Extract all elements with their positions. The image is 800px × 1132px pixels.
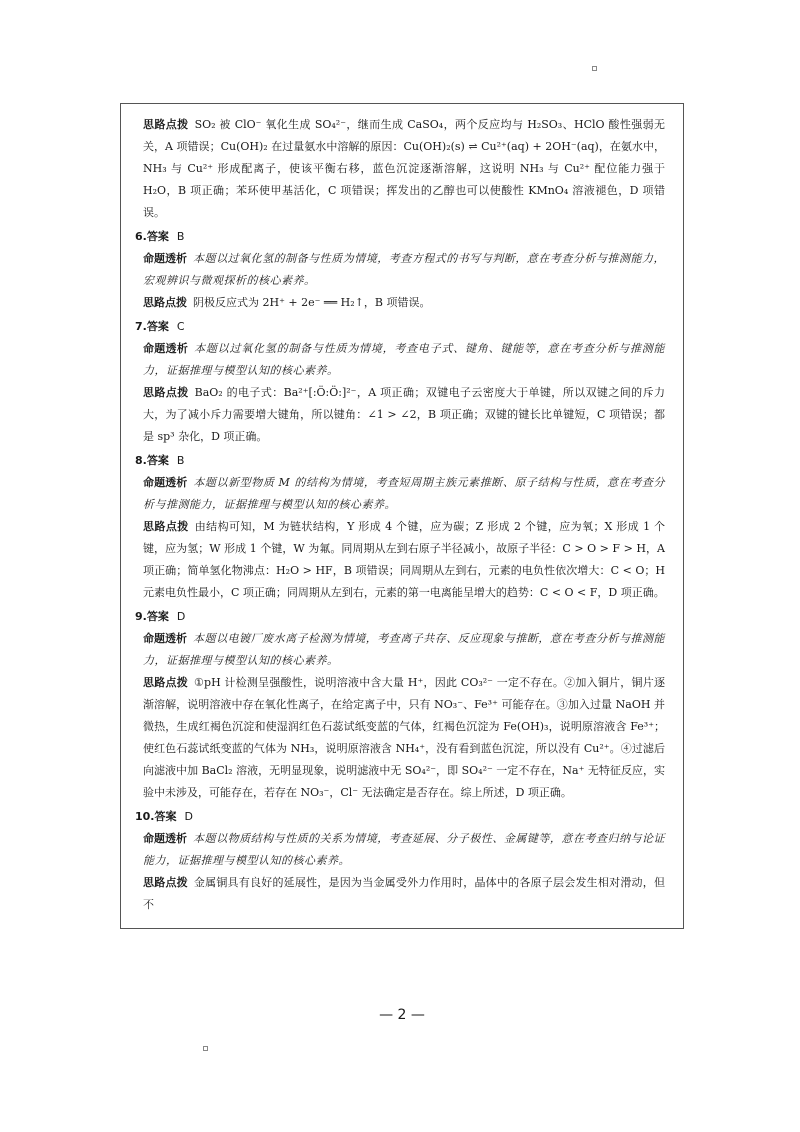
answer-heading [135, 450, 665, 472]
intent-paragraph [143, 338, 665, 382]
tip-text: 阴极反应式为 2H⁺ + 2e⁻ ══ H₂↑，B 项错误。 [193, 296, 431, 309]
answer-value: D [176, 610, 186, 623]
question-number: 7. [135, 320, 147, 333]
page-number: — 2 — [379, 1007, 425, 1023]
answer-value: B [176, 230, 185, 243]
intent-paragraph [143, 472, 665, 516]
intent-paragraph [143, 248, 665, 292]
tip-label: 思路点拨 [143, 118, 189, 131]
tip-label: 思路点拨 [143, 296, 187, 309]
intent-label: 命题透析 [143, 632, 188, 645]
corner-mark [592, 66, 597, 71]
tip-text: BaO₂ 的电子式：Ba²⁺[:Ö:Ö:]²⁻，A 项正确；双键电子云密度大于单键，所以双键之间的斥力大，为了减小斥力需要增大键角，所以键角：∠1 > ∠2，B 项正确；双键的键长比单键短，C 项错误；都是 sp³ 杂化，D 项正确。 [143, 386, 665, 443]
tip-label: 思路点拨 [143, 676, 188, 689]
intent-label: 命题透析 [143, 252, 188, 265]
tip-label: 思路点拨 [143, 386, 189, 399]
answer-label: 答案 [146, 454, 169, 467]
answer-heading [135, 316, 665, 338]
intent-text: 本题以过氧化氢的制备与性质为情境，考查电子式、键角、键能等，意在考查分析与推测能力，证据推理与模型认知的核心素养。 [143, 342, 666, 377]
q5-tip [143, 114, 665, 224]
intent-text: 本题以电镀厂废水离子检测为情境，考查离子共存、反应现象与推断，意在考查分析与推测能力，证据推理与模型认知的核心素养。 [143, 632, 665, 667]
tip-text: 金属铜具有良好的延展性，是因为当金属受外力作用时，晶体中的各原子层会发生相对滑动，但不 [143, 876, 665, 911]
answer-label: 答案 [146, 610, 169, 623]
intent-label: 命题透析 [143, 832, 188, 845]
tip-paragraph [143, 516, 665, 604]
question-number: 8. [135, 454, 147, 467]
tip-paragraph [143, 292, 665, 314]
question-number: 10. [135, 810, 155, 823]
answer-heading [135, 606, 665, 628]
question-9 [135, 606, 665, 804]
tip-paragraph [143, 382, 665, 448]
tip-label: 思路点拨 [143, 520, 189, 533]
tip-paragraph [143, 872, 665, 916]
answer-value: D [184, 810, 193, 823]
intent-text: 本题以过氧化氢的制备与性质为情境，考查方程式的书写与判断，意在考查分析与推测能力，宏观辨识与微观探析的核心素养。 [143, 252, 665, 287]
intent-text: 本题以物质结构与性质的关系为情境，考查延展、分子极性、金属键等，意在考查归纳与论证能力，证据推理与模型认知的核心素养。 [143, 832, 665, 867]
tip-text: 由结构可知，M 为链状结构，Y 形成 4 个键，应为碳；Z 形成 2 个键，应为氧；X 形成 1 个键，应为氢；W 形成 1 个键，W 为氟。同周期从左到右原子半径减小，故原子半径：C > O > F > H，A 项正确；简单氢化物沸点：H₂O > HF，B 项错误；同周期从左到右，元素的电负性依次增大：C < O；H 元素电负性最小，C 项正确；同周期从左到右，元素的第一电离能呈增大的趋势：C < O < F，D 项正确。 [143, 520, 665, 599]
corner-mark [203, 1046, 208, 1051]
answer-label: 答案 [146, 230, 169, 243]
question-6 [135, 226, 665, 314]
question-8 [135, 450, 665, 604]
question-number: 9. [135, 610, 147, 623]
answer-label: 答案 [154, 810, 177, 823]
question-number: 6. [135, 230, 147, 243]
answer-sheet-page [120, 103, 684, 1023]
intent-text: 本题以新型物质 M 的结构为情境，考查短周期主族元素推断、原子结构与性质，意在考查分析与推测能力，证据推理与模型认知的核心素养。 [143, 476, 665, 511]
question-7 [135, 316, 666, 448]
intent-label: 命题透析 [143, 476, 188, 489]
intent-paragraph [143, 628, 665, 672]
answer-label: 答案 [146, 320, 169, 333]
answer-value: C [176, 320, 185, 333]
tip-text: SO₂ 被 ClO⁻ 氧化生成 SO₄²⁻，继而生成 CaSO₄，两个反应均与 H₂SO₃、HClO 酸性强弱无关，A 项错误；Cu(OH)₂ 在过量氨水中溶解的原因：Cu(OH)₂(s) ⇌ Cu²⁺(aq) + 2OH⁻(aq)，在氨水中，NH₃ 与 Cu²⁺ 形成配离子，使该平衡右移，蓝色沉淀逐渐溶解，这说明 NH₃ 与 Cu²⁺ 配位能力强于 H₂O，B 项正确；苯环使甲基活化，C 项错误；挥发出的乙醇也可以使酸性 KMnO₄ 溶液褪色，D 项错误。 [143, 118, 666, 219]
answer-heading [135, 226, 665, 248]
question-10 [135, 806, 665, 916]
tip-label: 思路点拨 [143, 876, 188, 889]
intent-paragraph [143, 828, 665, 872]
tip-text: ①pH 计检测呈强酸性，说明溶液中含大量 H⁺，因此 CO₃²⁻ 一定不存在。②加入铜片，铜片逐渐溶解，说明溶液中存在氧化性离子，在给定离子中，只有 NO₃⁻、Fe³⁺ 可能存在。③加入过量 NaOH 并微热，生成红褐色沉淀和使湿润红色石蕊试纸变蓝的气体，红褐色沉淀为 Fe(OH)₃，说明原溶液含 Fe³⁺；使红色石蕊试纸变蓝的气体为 NH₃，说明原溶液含 NH₄⁺，没有看到蓝色沉淀，所以没有 Cu²⁺。④过滤后向滤液中加 BaCl₂ 溶液，无明显现象，说明滤液中无 SO₄²⁻，即 SO₄²⁻ 一定不存在，Na⁺ 无特征反应，实验中未涉及，可能存在，若存在 NO₃⁻，Cl⁻ 无法确定是否存在。综上所述，D 项正确。 [143, 676, 665, 799]
intent-label: 命题透析 [143, 342, 189, 355]
tip-paragraph [143, 672, 665, 804]
answer-heading [135, 806, 665, 828]
answer-value: B [176, 454, 185, 467]
